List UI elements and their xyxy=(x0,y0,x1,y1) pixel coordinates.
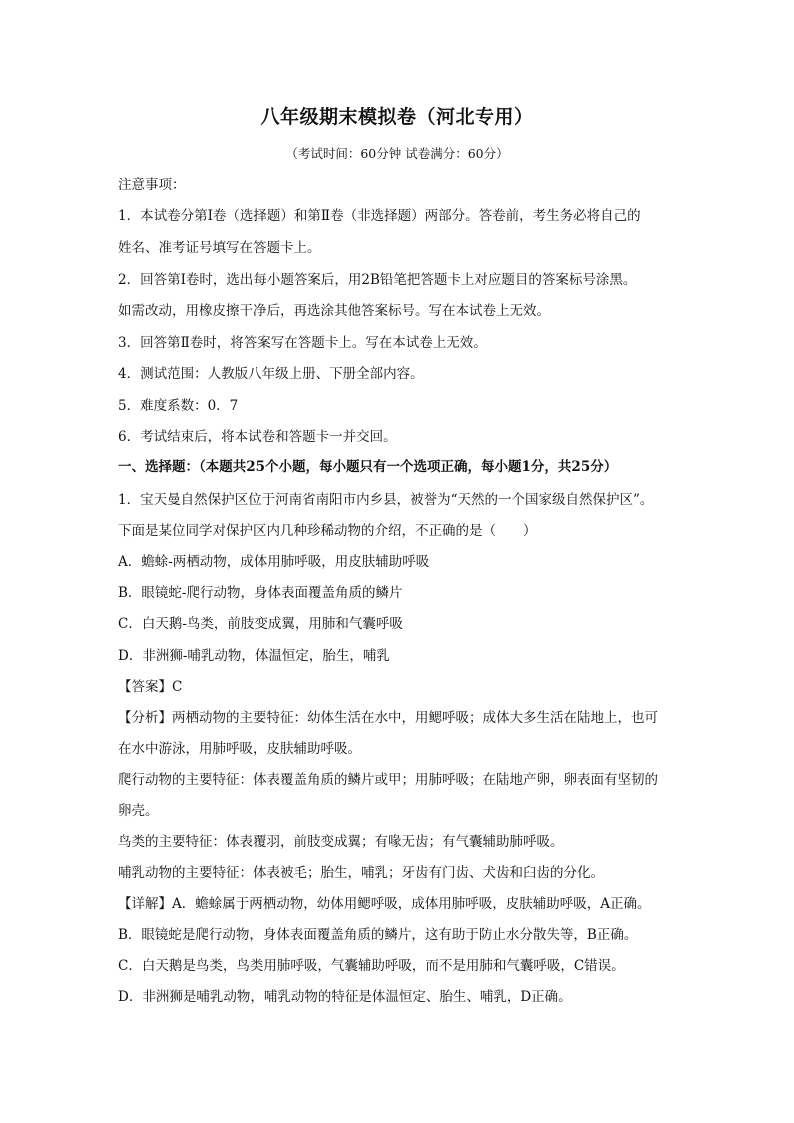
option-b: B．眼镜蛇-爬行动物，身体表面覆盖角质的鳞片 xyxy=(118,585,403,601)
analysis-line: 哺乳动物的主要特征：体表被毛；胎生，哺乳；牙齿有门齿、犬齿和臼齿的分化。 xyxy=(118,865,604,881)
note-line: 3．回答第Ⅱ卷时，将答案写在答题卡上。写在本试卷上无效。 xyxy=(118,335,487,351)
analysis-line: 【分析】两栖动物的主要特征：幼体生活在水中，用鳃呼吸；成体大多生活在陆地上，也可 xyxy=(118,710,658,726)
analysis-line: 爬行动物的主要特征：体表覆盖角质的鳞片或甲；用肺呼吸；在陆地产卵，卵表面有坚韧的 xyxy=(118,772,658,788)
option-a: A．蟾蜍-两栖动物，成体用肺呼吸，用皮肤辅助呼吸 xyxy=(118,554,430,570)
notes-heading: 注意事项： xyxy=(118,177,186,193)
analysis-line: 鸟类的主要特征：体表覆羽，前肢变成翼；有喙无齿；有气囊辅助肺呼吸。 xyxy=(118,834,564,850)
note-line: 2．回答第Ⅰ卷时，选出每小题答案后，用2B铅笔把答题卡上对应题目的答案标号涂黑。 xyxy=(118,272,637,288)
detail-line: D．非洲狮是哺乳动物，哺乳动物的特征是体温恒定、胎生、哺乳，D正确。 xyxy=(118,989,572,1005)
exam-info: （考试时间：60分钟 试卷满分：60分） xyxy=(285,146,509,161)
note-line: 4．测试范围：人教版八年级上册、下册全部内容。 xyxy=(118,366,424,382)
detail-line: 【详解】A．蟾蜍属于两栖动物，幼体用鳃呼吸，成体用肺呼吸，皮肤辅助呼吸，A正确。 xyxy=(118,896,651,912)
option-c: C．白天鹅-鸟类，前肢变成翼，用肺和气囊呼吸 xyxy=(118,616,403,632)
note-line: 6．考试结束后，将本试卷和答题卡一并交回。 xyxy=(118,429,397,445)
note-line: 1．本试卷分第Ⅰ卷（选择题）和第Ⅱ卷（非选择题）两部分。答卷前，考生务必将自己的 xyxy=(118,208,641,224)
question-stem: 下面是某位同学对保护区内几种珍稀动物的介绍，不正确的是（ ） xyxy=(118,523,537,539)
detail-line: B．眼镜蛇是爬行动物，身体表面覆盖角质的鳞片，这有助于防止水分散失等，B正确。 xyxy=(118,927,638,943)
section-heading: 一、选择题：（本题共25个小题，每小题只有一个选项正确，每小题1分，共25分） xyxy=(118,459,618,475)
note-line: 5．难度系数：0．7 xyxy=(118,398,239,414)
detail-line: C．白天鹅是鸟类，鸟类用肺呼吸，气囊辅助呼吸，而不是用肺和气囊呼吸，C错误。 xyxy=(118,958,625,974)
note-line: 姓名、准考证号填写在答题卡上。 xyxy=(118,240,321,256)
question-stem: 1．宝天曼自然保护区位于河南省南阳市内乡县，被誉为“天然的一个国家级自然保护区”。 xyxy=(118,492,654,508)
page-title: 八年级期末模拟卷（河北专用） xyxy=(260,106,534,128)
note-line: 如需改动，用橡皮擦干净后，再选涂其他答案标号。写在本试卷上无效。 xyxy=(118,303,550,319)
analysis-line: 卵壳。 xyxy=(118,803,159,819)
analysis-line: 在水中游泳，用肺呼吸，皮肤辅助呼吸。 xyxy=(118,741,361,757)
answer: 【答案】C xyxy=(118,679,183,695)
option-d: D．非洲狮-哺乳动物，体温恒定，胎生，哺乳 xyxy=(118,648,390,664)
